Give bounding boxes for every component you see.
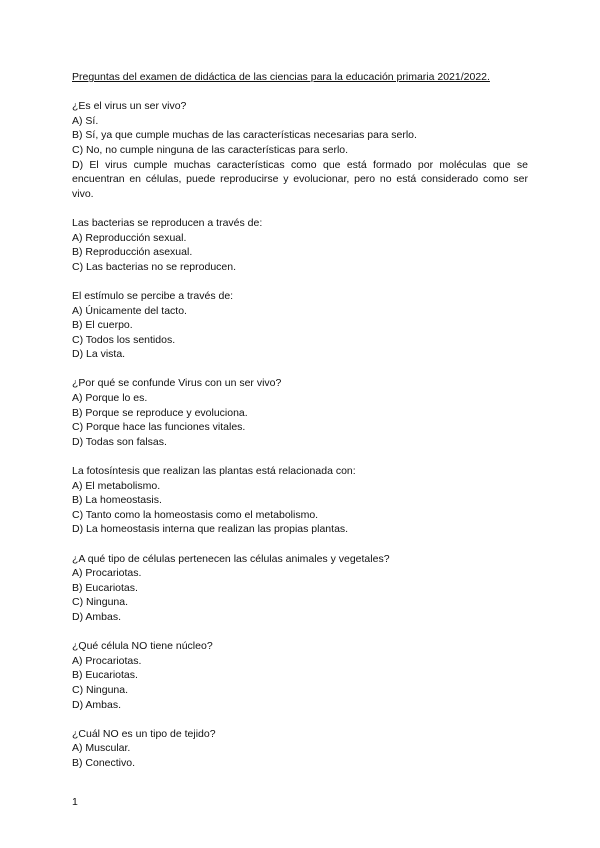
- answer-option: B) Sí, ya que cumple muchas de las características necesarias para serlo.: [72, 129, 417, 142]
- answer-option: D) La vista.: [72, 348, 126, 361]
- answer-option: A) Procariotas.: [72, 567, 142, 580]
- answer-option: D) Ambas.: [72, 698, 122, 711]
- answer-option: A) El metabolismo.: [72, 479, 161, 492]
- answer-option: A) Reproducción sexual.: [72, 231, 187, 244]
- page-number: 1: [72, 796, 78, 808]
- question-6: [72, 552, 528, 625]
- answer-option: C) No, no cumple ninguna de las características para serlo.: [72, 143, 349, 156]
- answer-option: B) Porque se reproduce y evoluciona.: [72, 406, 248, 419]
- answer-option: B) Reproducción asexual.: [72, 246, 193, 259]
- answer-option: C) Porque hace las funciones vitales.: [72, 421, 246, 434]
- question-8: [72, 727, 528, 771]
- question-text: ¿Es el virus un ser vivo?: [72, 100, 187, 113]
- document-title: Preguntas del examen de didáctica de las ciencias para la educación primaria 2021/2022.: [72, 71, 490, 83]
- question-4: [72, 376, 528, 449]
- answer-option: A) Muscular.: [72, 742, 131, 755]
- answer-option: D) Ambas.: [72, 610, 122, 623]
- question-7: [72, 639, 528, 712]
- question-text: ¿Qué célula NO tiene núcleo?: [72, 640, 213, 653]
- answer-option: B) Eucariotas.: [72, 669, 138, 682]
- question-text: Las bacterias se reproducen a través de:: [72, 216, 263, 229]
- document-content: [72, 70, 528, 771]
- answer-option: A) Procariotas.: [72, 654, 142, 667]
- question-text: El estímulo se percibe a través de:: [72, 289, 234, 302]
- answer-option: A) Porque lo es.: [72, 392, 148, 405]
- question-1: [72, 99, 528, 201]
- answer-option: D) La homeostasis interna que realizan las propias plantas.: [72, 523, 349, 536]
- answer-option: B) Conectivo.: [72, 756, 136, 769]
- answer-option: B) Eucariotas.: [72, 581, 138, 594]
- answer-option: B) El cuerpo.: [72, 319, 133, 332]
- answer-option: C) Las bacterias no se reproducen.: [72, 260, 237, 273]
- answer-option: D) El virus cumple muchas características como que está formado por moléculas que se encuentran en células, puede reproducirse y evolucionar, pero no está considerado como ser vivo.: [72, 158, 528, 200]
- answer-option: D) Todas son falsas.: [72, 435, 167, 448]
- question-text: ¿Cuál NO es un tipo de tejido?: [72, 727, 216, 740]
- question-text: ¿Por qué se confunde Virus con un ser vivo?: [72, 377, 282, 390]
- answer-option: A) Sí.: [72, 114, 99, 127]
- question-5: [72, 464, 528, 537]
- answer-option: C) Ninguna.: [72, 683, 129, 696]
- question-3: [72, 289, 528, 362]
- question-text: La fotosíntesis que realizan las plantas está relacionada con:: [72, 465, 356, 478]
- question-text: ¿A qué tipo de células pertenecen las células animales y vegetales?: [72, 552, 390, 565]
- answer-option: B) La homeostasis.: [72, 494, 162, 507]
- answer-option: C) Todos los sentidos.: [72, 333, 176, 346]
- question-2: [72, 216, 528, 274]
- answer-option: C) Tanto como la homeostasis como el metabolismo.: [72, 508, 319, 521]
- answer-option: C) Ninguna.: [72, 596, 129, 609]
- answer-option: A) Únicamente del tacto.: [72, 304, 187, 317]
